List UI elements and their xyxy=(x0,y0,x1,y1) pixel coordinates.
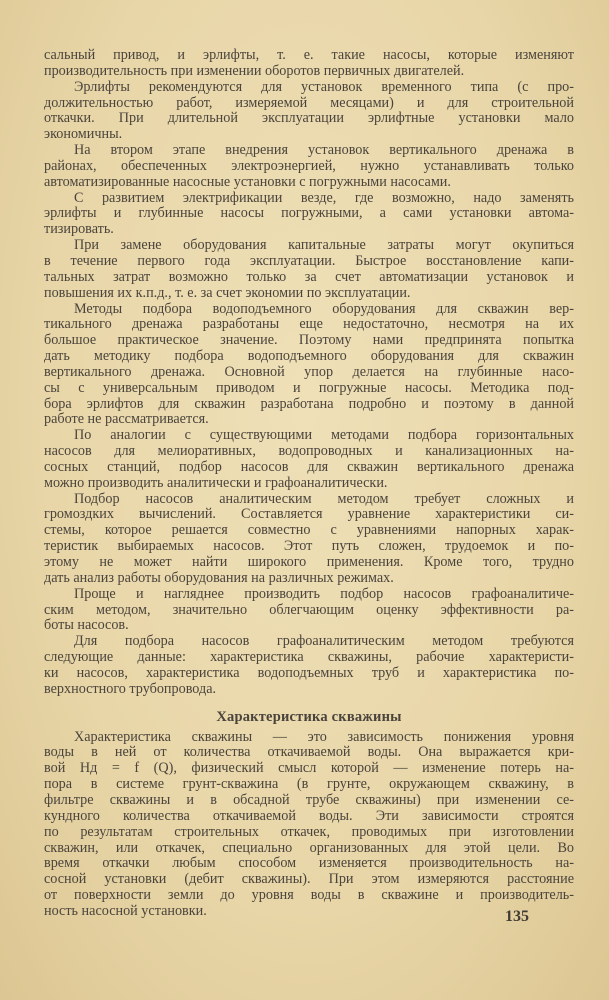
text-line: фильтре скважины и в обсадной трубе скважины) при изменении се- xyxy=(44,792,574,808)
text-line: сосных станций, подбор насосов для скважин вертикального дренажа xyxy=(44,459,574,475)
text-line: повышения их к.п.д., т. е. за счет экономии по эксплуатации. xyxy=(44,285,411,301)
paragraph xyxy=(44,302,574,429)
text-line: скважин, или откачек, специально организованных для этой цели. Во xyxy=(44,840,574,856)
text-line: Для подбора насосов графоаналитическим методом требуются xyxy=(74,634,574,650)
text-line: Проще и нагляднее производить подбор насосов графоаналитиче- xyxy=(74,586,574,602)
paragraph xyxy=(44,634,574,697)
paragraph xyxy=(44,492,574,587)
text-line: в течение первого года эксплуатации. Быстрое восстановление капи- xyxy=(44,253,574,269)
text-line: экономичны. xyxy=(44,127,123,143)
text-line: дать анализ работы оборудования на различных режимах. xyxy=(44,570,394,586)
text-line: можно производить аналитически и графоаналитически. xyxy=(44,475,388,491)
text-line: этому не может найти широкого применения. Кроме того, трудно xyxy=(44,555,574,570)
text-line: работе не рассматривается. xyxy=(44,412,209,428)
text-line: кундного количества откачиваемой воды. Эти зависимости строятся xyxy=(44,808,574,824)
paragraph xyxy=(44,143,574,191)
text-line: Эрлифты рекомендуются для установок временного типа (с про- xyxy=(74,79,574,95)
text-line: тикального дренажа разработаны еще недостаточно, несмотря на их xyxy=(44,317,574,333)
text-line: громоздких вычислений. Составляется уравнение характеристики си- xyxy=(44,507,574,523)
text-line: воды в ней от количества откачиваемой воды. Она выражается кри- xyxy=(44,745,574,761)
text-line: По аналогии с существующими методами подбора горизонтальных xyxy=(74,428,574,444)
text-line: следующие данные: характеристика скважины, рабочие характеристи- xyxy=(44,650,574,666)
paragraph xyxy=(44,80,574,143)
page-body xyxy=(44,48,574,920)
text-line: сальный привод, и эрлифты, т. е. такие насосы, которые изменяют xyxy=(44,48,574,63)
paragraph xyxy=(44,428,574,491)
text-line: от поверхности земли до уровня воды в скважине и производитель- xyxy=(44,888,574,904)
text-line: ность насосной установки. xyxy=(44,903,207,919)
text-line: вертикального дренажа. Основной упор делается на глубинные насо- xyxy=(44,364,574,380)
text-line: откачки. При длительной эксплуатации эрлифтные установки мало xyxy=(44,111,574,127)
text-line: тальных затрат возможно только за счет автоматизации установок и xyxy=(44,269,574,285)
text-line: производительность при изменении оборотов первичных двигателей. xyxy=(44,63,465,79)
page-number: 135 xyxy=(505,908,529,925)
text-line: Методы подбора водоподъемного оборудования для скважин вер- xyxy=(74,301,574,317)
text-line: вой Hд = f (Q), физический смысл которой — изменение потерь на- xyxy=(44,761,574,777)
paragraph xyxy=(44,587,574,635)
text-line: автоматизированные насосные установки с погружными насосами. xyxy=(44,174,451,190)
text-line: тизировать. xyxy=(44,222,114,238)
text-line: ским методом, значительно облегчающим оценку эффективности ра- xyxy=(44,602,574,618)
text-line: эрлифты и глубинные насосы погружными, а сами установки автома- xyxy=(44,206,574,222)
text-line: Характеристика скважины — это зависимость понижения уровня xyxy=(74,729,574,745)
paragraph xyxy=(44,48,574,80)
text-line: сосной установки (дебит скважины). При этом измеряются расстояние xyxy=(44,872,574,888)
section-heading: Характеристика скважины xyxy=(216,708,402,725)
text-line: При замене оборудования капитальные затраты могут окупиться xyxy=(74,238,574,254)
text-line: пора в системе грунт-скважина (в грунте, окружающем скважину, в xyxy=(44,777,574,793)
text-line: стемы, которое решается совместно с уравнениями напорных харак- xyxy=(44,523,574,539)
text-line: должительностью работ, измеряемой месяцами) и для строительной xyxy=(44,95,574,111)
text-line: ки насосов, характеристика водоподъемных труб и характеристика по- xyxy=(44,665,574,681)
text-line: боты насосов. xyxy=(44,618,129,634)
paragraph xyxy=(44,191,574,239)
text-line: теристик выбираемых насосов. Этот путь сложен, трудоемок и по- xyxy=(44,539,574,555)
text-line: сы с универсальным приводом и погружные насосы. Методика под- xyxy=(44,380,574,396)
text-line: С развитием электрификации везде, где возможно, надо заменять xyxy=(74,190,574,206)
paragraph xyxy=(44,730,574,920)
paragraph xyxy=(44,238,574,301)
text-line: бора эрлифтов для скважин разработана подробно и поэтому в данной xyxy=(44,396,574,412)
body-text xyxy=(44,48,574,698)
text-line: верхностного трубопровода. xyxy=(44,681,217,697)
text-line: Подбор насосов аналитическим методом требует сложных и xyxy=(74,491,574,507)
text-line: На втором этапе внедрения установок вертикального дренажа в xyxy=(74,143,574,159)
section-text xyxy=(44,730,574,920)
text-line: по результатам строительных откачек, проводимых при изготовлении xyxy=(44,824,574,840)
text-line: районах, обеспеченных электроэнергией, нужно устанавливать только xyxy=(44,158,574,174)
text-line: насосов для мелиоративных, водопроводных и канализационных на- xyxy=(44,444,574,460)
text-line: дать методику подбора водоподъемного оборудования для скважин xyxy=(44,349,574,365)
text-line: время откачки любым способом изменяется производительность на- xyxy=(44,856,574,872)
text-line: большое практическое значение. Поэтому нами предпринята попытка xyxy=(44,333,574,349)
